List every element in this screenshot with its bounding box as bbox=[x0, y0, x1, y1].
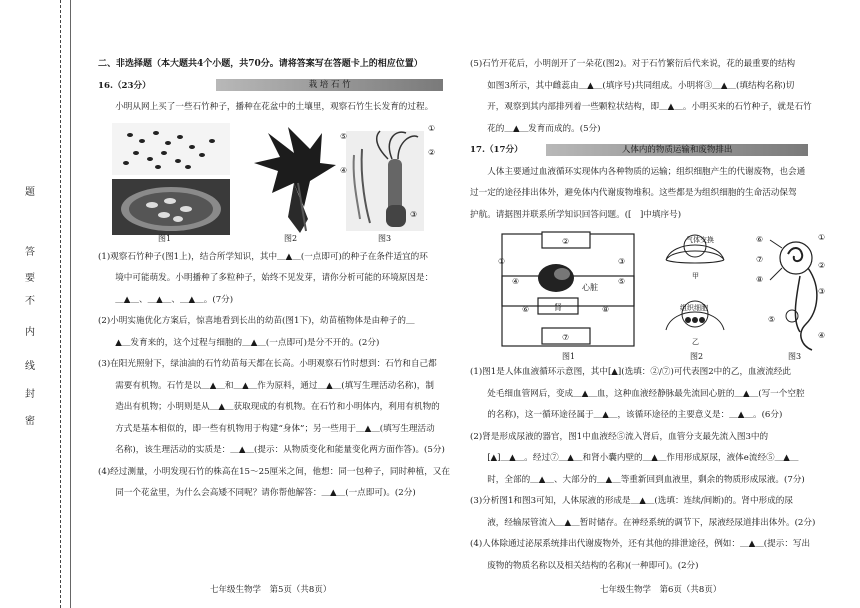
margin-char: 不 bbox=[25, 296, 35, 307]
fig3-node: ⑤ bbox=[768, 315, 776, 324]
question-number: 17.（17分） bbox=[470, 145, 523, 155]
q17-1-line: 的名称)，这一循环途径属于＿▲＿，该循环途径的主要意义是：＿▲＿。(6分) bbox=[487, 410, 783, 420]
figure-3-nephron bbox=[752, 228, 832, 354]
figure-1-seeds-seedlings bbox=[112, 123, 230, 235]
figure-caption: 图2 bbox=[284, 233, 298, 243]
fig2-tissue-cells: 组织细胞 bbox=[680, 304, 708, 312]
q16-4-line: (4)经过测量，小明发现石竹的株高在15～25厘米之间，他想：同一包种子，同时种植，又在 bbox=[98, 466, 451, 477]
fig2-label-yi: 乙 bbox=[692, 338, 699, 346]
fig1-node: ⑦ bbox=[562, 333, 570, 342]
fig1-node: ④ bbox=[512, 277, 520, 286]
question-intro: 护航。请据图并联系所学知识回答问题。([ ]中填序号) bbox=[470, 209, 682, 220]
fig1-node: ③ bbox=[618, 257, 626, 266]
q17-3-line: (3)分析图1和图3可知，人体尿液的形成是＿▲＿(选填：连续/间断)的。肾中形成的尿 bbox=[470, 496, 793, 506]
margin-char: 要 bbox=[25, 273, 35, 284]
dashed-binding-line bbox=[60, 0, 61, 608]
q17-1-line: (1)图1是人体血液循环示意图，其中[▲](选填：②/⑦)可代表图2中的乙，血液流经此 bbox=[470, 367, 792, 377]
binding-margin bbox=[0, 0, 80, 608]
fig3-node: ⑧ bbox=[756, 275, 764, 284]
figure-row bbox=[470, 226, 842, 362]
q17-3-line: 液，经输尿管流入＿▲＿暂时储存。在神经系统的调节下，尿液经尿道排出体外。(2分) bbox=[487, 517, 816, 528]
q16-3-line: 方式是基本相似的，即一些有机物用于构建“身体”；另一些用于＿▲＿(填写生理活动 bbox=[115, 423, 435, 434]
fig3-label-4: ④ bbox=[340, 165, 348, 175]
figure-caption: 图1 bbox=[158, 233, 172, 243]
q16-5-line: 花的＿▲＿发育而成的。(5分) bbox=[487, 123, 601, 134]
page-footer-right: 七年级生物学 第6页（共8页） bbox=[600, 585, 722, 595]
q16-4-line: 同一个花盆里，为什么会高矮不同呢？请你帮他解答：＿▲＿(一点即可)。(2分) bbox=[115, 488, 416, 498]
q16-5-line: (5)石竹开花后，小明剖开了一朵花(图2)。对于石竹繁衍后代来说，花的最重要的结构 bbox=[470, 59, 796, 69]
fig1-node: ⑥ bbox=[522, 305, 530, 314]
figure-2-dissected-flower bbox=[248, 123, 340, 235]
section-title: 二、非选择题（本大题共4个小题，共70分。请将答案写在答题卡上的相应位置） bbox=[98, 59, 423, 69]
fig3-node: ① bbox=[818, 233, 826, 242]
figure-3-flower-structure bbox=[340, 119, 444, 235]
q17-2-line: (2)肾是形成尿液的器官，图1中血液经⑤流入肾后，血管分支最先流入图3中的 bbox=[470, 431, 769, 442]
q16-1-line: 境中可能萌发。小明播种了多粒种子，始终不见发芽，请你分析可能的环境原因是： bbox=[115, 273, 434, 283]
fig3-node: ④ bbox=[818, 331, 826, 340]
q17-4-line: 废物的物质名称以及相关结构的名称)(一种即可)。(2分) bbox=[487, 560, 699, 571]
q16-1-line: (1)观察石竹种子(图1上)，结合所学知识，其中＿▲＿(一点即可)的种子在条件适宜的环 bbox=[98, 251, 428, 262]
fig3-label-3: ③ bbox=[410, 209, 418, 219]
q16-3-line: 名称)，该生理活动的实质是：＿▲＿(提示：从物质变化和能量变化两方面作答)。(5分) bbox=[115, 445, 445, 455]
question-17-header bbox=[470, 140, 842, 162]
figure-caption: 图1 bbox=[562, 352, 576, 361]
fig1-kidney-label: 肾 bbox=[554, 303, 562, 312]
question-intro: 小明从网上买了一些石竹种子，播种在花盆中的土壤里，观察石竹生长发育的过程。 bbox=[115, 102, 434, 112]
question-intro: 过一定的途径排出体外，避免体内代谢废物堆积。这些都是为组织细胞的生命活动保驾 bbox=[470, 188, 797, 198]
figure-caption: 图3 bbox=[788, 352, 802, 361]
q16-3-line: 需要有机物。石竹是以＿▲＿和＿▲＿作为原料，通过＿▲＿(填写生理活动名称)，制 bbox=[115, 380, 434, 391]
margin-char: 内 bbox=[25, 327, 35, 338]
q17-2-line: 时，全部的＿▲＿、大部分的＿▲＿等重新回到血液里，剩余的物质形成尿液。(7分) bbox=[487, 474, 805, 485]
fig3-label-5: ⑤ bbox=[340, 131, 348, 141]
fig3-label-1: ① bbox=[428, 123, 436, 133]
q16-1-line: ＿▲＿、＿▲＿、＿▲＿。(7分) bbox=[115, 294, 234, 305]
fig1-node: ⑧ bbox=[602, 305, 610, 314]
figure-1-blood-circulation bbox=[498, 228, 648, 356]
fig1-node: ① bbox=[498, 257, 506, 266]
fig2-label-jia: 甲 bbox=[692, 272, 699, 280]
question-16-header bbox=[98, 76, 453, 98]
fig2-gas-exchange: 气体交换 bbox=[686, 236, 714, 244]
fig1-heart-label: 心脏 bbox=[582, 283, 598, 292]
margin-char: 题 bbox=[25, 187, 35, 198]
fig1-node: ② bbox=[562, 237, 570, 246]
question-number: 16.（23分） bbox=[98, 80, 151, 91]
figure-row bbox=[98, 119, 453, 247]
topic-banner: 栽 培 石 竹 bbox=[216, 79, 443, 91]
q17-1-line: 处毛细血管网后，变成＿▲＿血，这种血液经静脉最先流回心脏的＿▲＿(写一个空腔 bbox=[487, 388, 805, 399]
fig1-node: ⑤ bbox=[618, 277, 626, 286]
q17-4-line: (4)人体除通过泌尿系统排出代谢废物外，还有其他的排泄途径，例如：＿▲＿(提示：写出 bbox=[470, 539, 811, 549]
fig3-node: ③ bbox=[818, 287, 826, 296]
page-footer-left: 七年级生物学 第5页（共8页） bbox=[210, 585, 332, 595]
q16-2-line: (2)小明实施优化方案后，惊喜地看到长出的幼苗(图1下)，幼苗植物体是由种子的＿ bbox=[98, 316, 415, 326]
figure-caption: 图3 bbox=[378, 233, 392, 243]
right-page bbox=[470, 54, 842, 577]
margin-char: 密 bbox=[25, 416, 35, 427]
fig3-label-2: ② bbox=[428, 147, 436, 157]
margin-char: 封 bbox=[25, 389, 35, 400]
question-intro: 人体主要通过血液循环实现体内各种物质的运输；组织细胞产生的代谢废物，也会通 bbox=[487, 166, 806, 177]
q16-5-line: 开，观察到其内部排列着一些颗粒状结构，即＿▲＿。小明买来的石竹种子，就是石竹 bbox=[487, 102, 812, 112]
figure-caption: 图2 bbox=[690, 352, 704, 361]
margin-char: 答 bbox=[25, 247, 35, 258]
fig3-node: ② bbox=[818, 261, 826, 270]
q16-5-line: 如图3所示，其中雌蕊由＿▲＿(填序号)共同组成。小明将③＿▲＿(填结构名称)切 bbox=[487, 80, 795, 91]
topic-banner: 人体内的物质运输和废物排出 bbox=[546, 144, 808, 156]
solid-binding-line bbox=[70, 0, 71, 608]
q17-2-line: [▲]＿▲＿。经过⑦＿▲＿和肾小囊内壁的＿▲＿作用形成原尿，液体e流经⑤＿▲＿ bbox=[487, 453, 799, 463]
q16-3-line: 造出有机物；小明则是从＿▲＿获取现成的有机物。在石竹和小明体内，利用有机物的 bbox=[115, 402, 440, 412]
margin-char: 线 bbox=[25, 361, 35, 372]
figure-2-capillary-exchange bbox=[662, 230, 728, 352]
q16-3-line: (3)在阳光照射下，绿油油的石竹幼苗每天都在长高。小明观察石竹时想到：石竹和自己都 bbox=[98, 359, 437, 369]
left-page bbox=[98, 54, 453, 505]
fig3-node: ⑥ bbox=[756, 235, 764, 244]
fig3-node: ⑦ bbox=[756, 255, 764, 264]
q16-2-line: ▲＿发育来的，这个过程与细胞的＿▲＿(一点即可)是分不开的。(2分) bbox=[115, 337, 380, 348]
